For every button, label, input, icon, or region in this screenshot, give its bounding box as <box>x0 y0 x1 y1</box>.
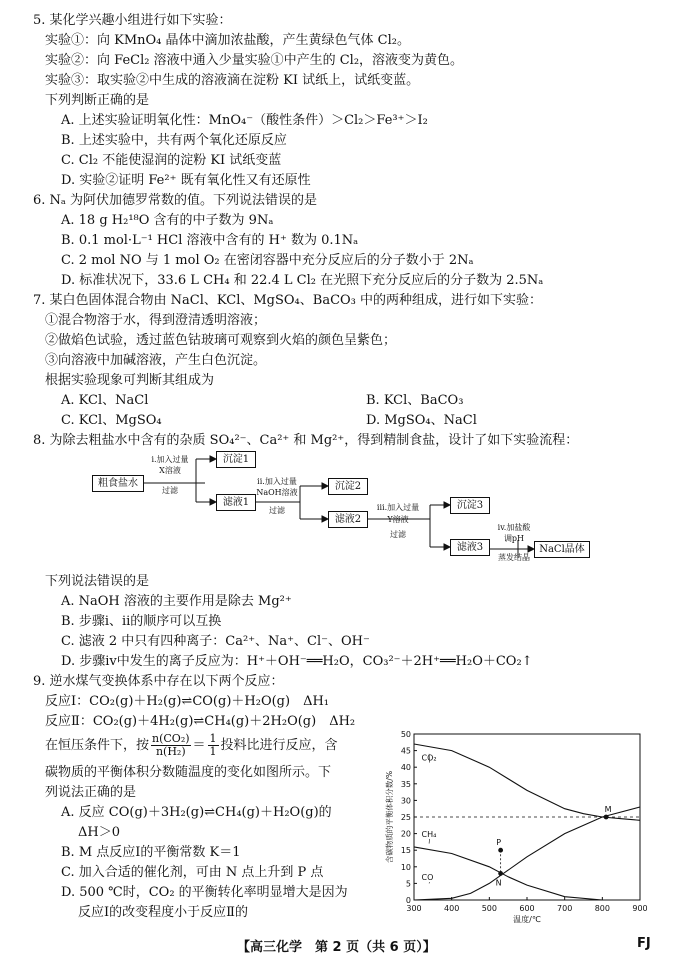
point-marker <box>498 848 503 853</box>
series-line <box>414 807 640 900</box>
y-tick-label: 15 <box>400 846 411 856</box>
q9-condition-2: 碳物质的平衡体积分数随温度的变化如图所示。下 <box>45 765 332 780</box>
q8-option-d: D. 步骤ⅳ中发生的离子反应为：H⁺＋OH⁻══H₂O，CO₃²⁻＋2H⁺══H₂O＋CO₂↑ <box>61 654 533 669</box>
q9-reaction-1: 反应Ⅰ：CO₂(g)＋H₂(g)⇌CO(g)＋H₂O(g) ΔH₁ <box>45 694 330 709</box>
flow-arrow-2a <box>322 483 328 489</box>
x-tick-label: 800 <box>594 904 610 913</box>
q7-option-c: C. KCl、MgSO₄ <box>61 413 162 428</box>
flow-step2-line2: NaOH溶液 <box>256 488 298 497</box>
q7-option-a: A. KCl、NaCl <box>61 393 149 408</box>
x-tick-label: 500 <box>481 904 497 913</box>
q5-option-d: D. 实验②证明 Fe²⁺ 既有氧化性又有还原性 <box>61 173 311 188</box>
flow-product-box: NaCl晶体 <box>534 541 590 558</box>
flow-line-1 <box>142 459 210 502</box>
q9-option-d-line2: 反应Ⅰ的改变程度小于反应Ⅱ的 <box>78 905 248 920</box>
q9-condition-a: 在恒压条件下，按 <box>45 738 150 753</box>
flow-step2-line3: 过滤 <box>269 506 285 515</box>
flow-step3-line3: 过滤 <box>390 530 406 539</box>
flow-line-4 <box>489 540 528 558</box>
y-tick-label: 10 <box>400 862 411 872</box>
flow-arrow-3a <box>444 502 450 508</box>
flow-precipitate-1: 沉淀1 <box>216 451 256 468</box>
y-tick-label: 20 <box>400 829 411 839</box>
q5-option-c: C. Cl₂ 不能使湿润的淀粉 KI 试纸变蓝 <box>61 153 282 168</box>
flow-filtrate-2: 滤液2 <box>328 511 368 528</box>
series-line <box>414 847 602 900</box>
x-tick-label: 600 <box>519 904 535 913</box>
q6-option-b: B. 0.1 mol·L⁻¹ HCl 溶液中含有的 H⁺ 数为 0.1Nₐ <box>61 233 359 248</box>
q9-option-c: C. 加入合适的催化剂，可由 N 点上升到 P 点 <box>61 865 324 880</box>
flow-step4-line2: 调pH <box>503 534 525 543</box>
series-label: CO₂ <box>421 753 437 763</box>
q7-option-b: B. KCl、BaCO₃ <box>366 393 464 408</box>
equilibrium-chart <box>382 722 662 926</box>
point-marker <box>498 871 503 876</box>
flow-step4-line1: iv.加盐酸 <box>497 523 531 532</box>
equilibrium-chart-svg <box>382 722 662 926</box>
q5-stem: 5. 某化学兴趣小组进行如下实验： <box>33 13 232 28</box>
x-tick-label: 400 <box>444 904 460 913</box>
point-marker <box>604 815 609 820</box>
q7-ask: 根据实验现象可判断其组成为 <box>45 373 215 388</box>
q8-option-b: B. 步骤ⅰ、ⅱ的顺序可以互换 <box>61 614 222 629</box>
q9-one-den: 1 <box>209 745 217 758</box>
series-label: CH₄ <box>421 829 437 839</box>
flow-arrow-2b <box>322 516 328 522</box>
q8-stem: 8. 为除去粗盐水中含有的杂质 SO₄²⁻、Ca²⁺ 和 Mg²⁺，得到精制食盐，设计了如下实验流程： <box>33 433 579 448</box>
q9-condition-b: 投料比进行反应，含 <box>220 738 338 753</box>
q9-condition-3: 列说法正确的是 <box>45 785 137 800</box>
q9-one-fraction <box>208 733 219 758</box>
flow-step3-line1: iii.加入过量 <box>376 503 420 512</box>
series-label: CO <box>421 873 434 883</box>
q6-option-d: D. 标准状况下，33.6 L CH₄ 和 22.4 L Cl₂ 在光照下充分反应后的分子数为 2.5Nₐ <box>61 273 544 288</box>
y-tick-label: 25 <box>400 813 411 822</box>
flow-step2-line1: ii.加入过量 <box>257 477 297 486</box>
y-axis-label: 含碳物质的平衡体积分数/% <box>385 770 394 864</box>
x-tick-label: 700 <box>557 904 573 913</box>
x-tick-label: 900 <box>632 904 648 913</box>
q9-equals: ＝ <box>192 738 206 753</box>
x-tick-label: 300 <box>406 904 422 913</box>
q5-option-a: A. 上述实验证明氧化性：MnO₄⁻（酸性条件）＞Cl₂＞Fe³⁺＞I₂ <box>61 113 428 128</box>
flow-filtrate-3: 滤液3 <box>450 539 490 556</box>
flow-arrow-1b <box>210 499 216 505</box>
q5-exp1: 实验①：向 KMnO₄ 晶体中滴加浓盐酸，产生黄绿色气体 Cl₂。 <box>45 33 410 48</box>
q8-option-a: A. NaOH 溶液的主要作用是除去 Mg²⁺ <box>61 594 292 609</box>
q6-option-c: C. 2 mol NO 与 1 mol O₂ 在密闭容器中充分反应后的分子数小于 2Nₐ <box>61 253 474 268</box>
flow-step3-line2: Y溶液 <box>387 515 409 524</box>
q9-one-num: 1 <box>209 732 217 745</box>
flow-step1-line3: 过滤 <box>162 486 178 495</box>
q8-option-c: C. 滤液 2 中只有四种离子：Ca²⁺、Na⁺、Cl⁻、OH⁻ <box>61 634 370 649</box>
y-tick-label: 35 <box>400 779 411 789</box>
flow-arrow-3b <box>444 544 450 550</box>
q9-option-b: B. M 点反应Ⅰ的平衡常数 K＝1 <box>61 845 241 860</box>
flow-step4-line3: 蒸发结晶 <box>498 553 530 562</box>
flow-step1-line2: X溶液 <box>159 466 181 475</box>
flow-line-3 <box>366 505 444 547</box>
flow-arrow-1a <box>210 456 216 462</box>
flow-start-box: 粗食盐水 <box>92 475 144 492</box>
q7-step2: ②做焰色试验，透过蓝色钴玻璃可观察到火焰的颜色呈紫色； <box>45 333 397 348</box>
page-footer-code: FJ <box>637 936 651 951</box>
y-tick-label: 40 <box>400 763 411 773</box>
x-axis-label: 温度/℃ <box>513 915 541 924</box>
q9-frac-num: n(CO₂) <box>152 732 190 745</box>
flow-line-2 <box>254 486 322 519</box>
point-label: N <box>495 878 502 888</box>
q5-exp2: 实验②：向 FeCl₂ 溶液中通入少量实验①中产生的 Cl₂，溶液变为黄色。 <box>45 53 464 68</box>
y-tick-label: 30 <box>400 796 411 806</box>
flow-filtrate-1: 滤液1 <box>216 494 256 511</box>
y-tick-label: 5 <box>405 879 411 889</box>
q7-step3: ③向溶液中加碱溶液，产生白色沉淀。 <box>45 353 267 368</box>
q7-step1: ①混合物溶于水，得到澄清透明溶液； <box>45 313 267 328</box>
point-label: M <box>604 805 612 814</box>
q9-option-a-line2: ΔH＞0 <box>78 825 120 840</box>
q9-option-d-line1: D. 500 ℃时，CO₂ 的平衡转化率明显增大是因为 <box>61 885 348 900</box>
q9-reaction-2: 反应Ⅱ：CO₂(g)＋4H₂(g)⇌CH₄(g)＋2H₂O(g) ΔH₂ <box>45 714 356 729</box>
flow-step1-line1: i.加入过量 <box>151 455 189 464</box>
flow-arrow-4 <box>528 546 534 552</box>
q7-option-d: D. MgSO₄、NaCl <box>366 413 477 428</box>
q9-option-a-line1: A. 反应 CO(g)＋3H₂(g)⇌CH₄(g)＋H₂O(g)的 <box>61 805 332 820</box>
q6-option-a: A. 18 g H₂¹⁸O 含有的中子数为 9Nₐ <box>61 213 274 228</box>
y-tick-label: 50 <box>400 730 411 739</box>
q5-exp3: 实验③：取实验②中生成的溶液滴在淀粉 KI 试纸上，试纸变蓝。 <box>45 73 420 88</box>
q5-option-b: B. 上述实验中，共有两个氧化还原反应 <box>61 133 287 148</box>
y-tick-label: 0 <box>405 896 411 905</box>
q5-ask: 下列判断正确的是 <box>45 93 150 108</box>
q9-condition-line <box>45 733 338 758</box>
page-footer-title: 【高三化学 第 2 页（共 6 页）】 <box>237 940 436 955</box>
q9-ratio-fraction <box>151 733 191 758</box>
flow-precipitate-3: 沉淀3 <box>450 497 490 514</box>
point-label: P <box>496 838 502 848</box>
q9-frac-den: n(H₂) <box>155 745 186 758</box>
y-tick-label: 45 <box>400 746 411 756</box>
q8-ask: 下列说法错误的是 <box>45 574 150 589</box>
q7-stem: 7. 某白色固体混合物由 NaCl、KCl、MgSO₄、BaCO₃ 中的两种组成，进行如下实验： <box>33 293 543 308</box>
flow-precipitate-2: 沉淀2 <box>328 478 368 495</box>
q6-stem: 6. Nₐ 为阿伏加德罗常数的值。下列说法错误的是 <box>33 193 318 208</box>
q9-stem: 9. 逆水煤气变换体系中存在以下两个反应： <box>33 674 284 689</box>
